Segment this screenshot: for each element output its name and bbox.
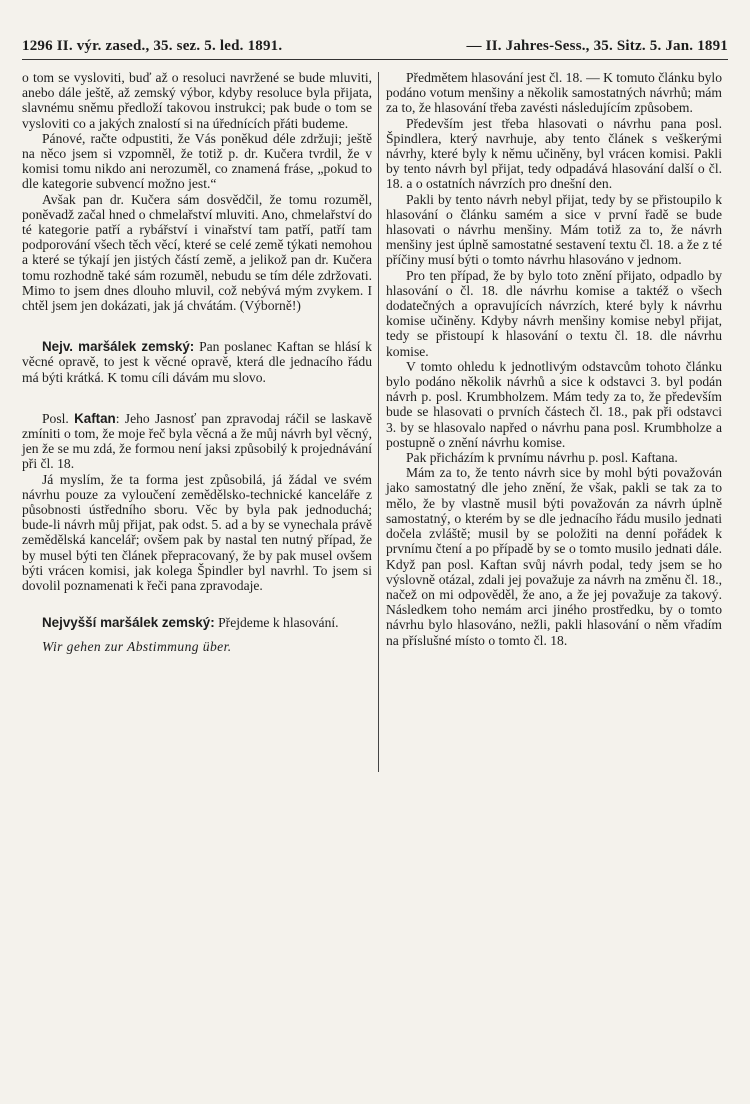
speech-text: : Jeho Jasnosť pan zpravodaj ráčil se laskavě zmíniti o tom, že moje řeč byla věcná a že můj návrh byl věcný, jen že se mu zdá, že formou není jaksi způsobilý k projednávání při čl. 18.: [22, 410, 372, 472]
speaker-name: Nejv. maršálek zemský:: [42, 339, 195, 355]
speaker-prefix: Posl.: [42, 410, 75, 426]
paragraph: V tomto ohledu k jednotlivým odstavcům tohoto článku bylo podáno několik návrhů a sice k odstavci 3. byl podán návrh p. posl. Krumbholzem. Mám tedy za to, že především bude se hlasovati o prvních částech čl. 18., pak při odstavci 3. by se hlasovalo napřed o návrhu pana posl. Krumbholze a postupně o znění návrhu komise.: [386, 358, 722, 450]
speech-text: Pan poslanec Kaftan se hlásí k věcné opravě, to jest k věcné opravě, která dle jednacího řádu má býti krátká. K tomu cíli dávám mu slovo.: [22, 339, 372, 385]
speech-marshal-2: [22, 615, 372, 630]
paragraph: Mám za to, že tento návrh sice by mohl býti považován jako samostatný dle jeho znění, že však, pakli se tak za to mělo, že by vlastně musil býti považován za návrh úplně samostatný, o kterém by se dle jednacího řádu musilo jednati dočela zvláště; musil by se položiti na denní pořádek k prvnímu čtení a po případě by se o tomto musilo jednati dále. Když pan posl. Kaftan svůj návrh podal, tedy jsem se ho výslovně otázal, zdali jej považuje za návrh na změnu čl. 18., načež on mi odpověděl, že ano, a že jej považuje za takový. Následkem toho nemám arci jiného prostředku, by o tomto návrhu bylo hlasováno, nežli, pakli hlasování o něm vřadím na příslušné místo o tomto čl. 18.: [386, 465, 722, 648]
column-divider: [378, 72, 379, 772]
paragraph: Pro ten případ, že by bylo toto znění přijato, odpadlo by hlasování o čl. 18. dle návrhu komise a taktéž o všech dodatečných a opravujících návrzích, které byly k návrhu komise učiněny. Kdyby návrh menšiny komise nebyl přijat, tedy se přistoupí k hlasování o textu čl. 18. dle návrhu komise.: [386, 267, 722, 359]
paragraph: Pakli by tento návrh nebyl přijat, tedy by se přistoupilo k hlasování o článku samém a sice v první řadě se bude hlasovati o návrhu menšiny. Mám totiž za to, že návrh menšiny jest úplně samostatné sestavení textu čl. 18. a že z té příčiny musí býti o tomto návrhu hlasováno v jednom.: [386, 191, 722, 268]
paragraph: Pánové, račte odpustiti, že Vás poněkud déle zdržuji; ještě na něco jsem si vzpomněl, že totiž p. dr. Kučera tvrdil, že v komisi tomu nikdo ani nerozuměl, co znamená fráse, „pokud to dle kategorie subvencí možno jest.“: [22, 130, 372, 192]
speaker-name: Kaftan: [74, 410, 116, 426]
german-translation: Wir gehen zur Abstimmung über.: [42, 638, 232, 654]
paragraph: Pak přicházím k prvnímu návrhu p. posl. Kaftana.: [406, 450, 678, 466]
speech-kaftan: [22, 411, 372, 472]
paragraph: Avšak pan dr. Kučera sám dosvědčil, že tomu rozuměl, poněvadž začal hned o chmelařství mluviti. Ano, chmelařství do té kategorie patří a rybářství i vinařství tam patří, patří tam podporování všech těch věcí, které se celé země týkati nemohou a které se týkají jen jistých částí země, a jelikož pan dr. Kučera tomu rozhodně také sám rozuměl, nebudu se tím déle zdržovati. Mimo to jsem dnes dlouho mluvil, což nebývá mým zvykem. I chtěl jsem jen dokázati, jak já chvátám. (Výborně!): [22, 191, 372, 314]
paragraph: Já myslím, že ta forma jest způsobilá, já žádal ve svém návrhu pouze za vyloučení zemědělsko-technické kanceláře z působnosti ústředního sboru. Věc by byla pak jednoduchá; bude-li návrh můj přijat, pak odst. 5. ad a by se vynechala právě zemědělská kancelář; ovšem pak by nastal ten nutný případ, že by musel býti ten článek přepracovaný, že by pak musel ovšem býti vrácen komisi, jak kolega Špindler byl navrhl. To jsem si dovolil poznamenati k řeči pana zpravodaje.: [22, 471, 372, 594]
header-german: — II. Jahres-Sess., 35. Sitz. 5. Jan. 1891: [466, 38, 728, 54]
speaker-name: Nejvyšší maršálek zemský:: [42, 615, 215, 631]
paragraph: Předmětem hlasování jest čl. 18. — K tomuto článku bylo podáno votum menšiny a několik samostatných návrhů; mám za to, že hlasování třeba zavésti následujícím způsobem.: [386, 70, 723, 116]
page-header: [22, 38, 728, 60]
paragraph: o tom se vysloviti, buď až o resoluci navržené se bude mluviti, anebo dále ještě, až zemský výbor, kdyby resoluce byla přijata, slavnému sněmu předloží takovou instrukci; pak bude o tom se vysloviti co a jakých znalostí si na úřednících přáti budeme.: [22, 70, 372, 131]
right-column: [386, 70, 722, 648]
header-czech: 1296 II. výr. zased., 35. sez. 5. led. 1891.: [22, 38, 283, 54]
left-column: [22, 70, 372, 654]
paragraph: Především jest třeba hlasovati o návrhu pana posl. Špindlera, který navrhuje, aby tento článek s veškerými návrhy, které byly k němu učiněny, byl vrácen komisi. Pakli by tento návrh byl přijat, tedy odpadává hlasování další o čl. 18. a o ostatních návrzích pro dnešní den.: [386, 115, 722, 192]
speech-marshal-1: [22, 339, 372, 385]
speech-text: Přejdeme k hlasování.: [214, 615, 339, 631]
